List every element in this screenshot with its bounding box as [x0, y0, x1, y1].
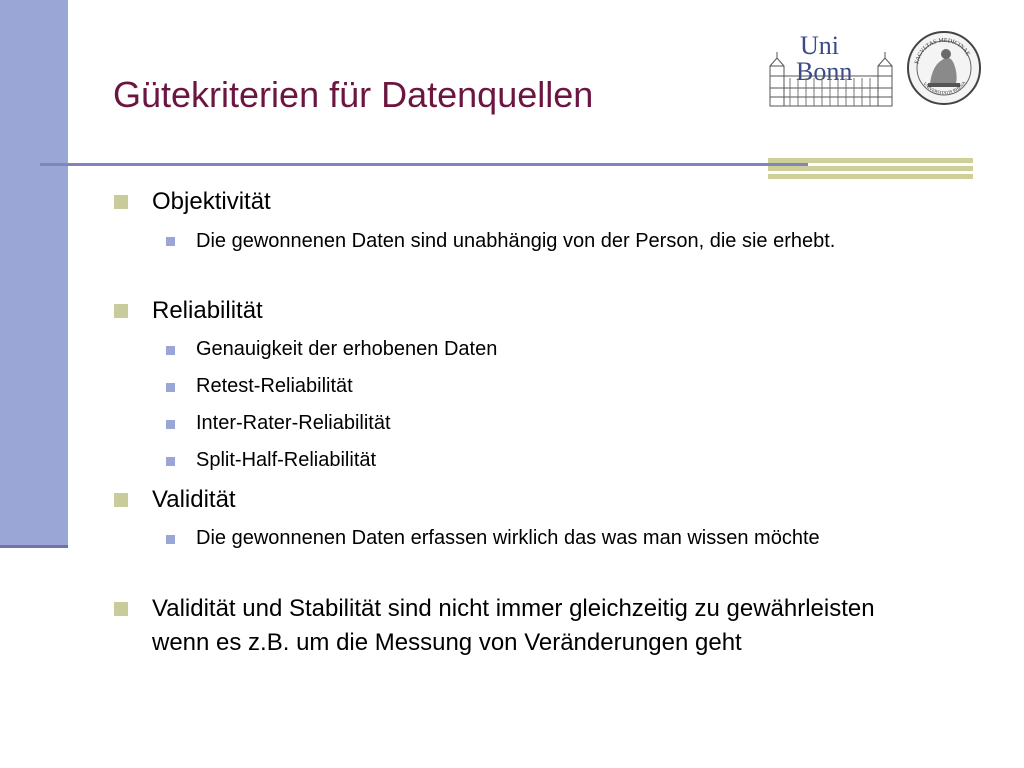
olive-bullet-icon	[114, 195, 128, 209]
bullet-validitaet-stabilitaet: Validität und Stabilität sind nicht immer gleichzeitig zu gewährleisten wenn es z.B. um die Messung von Veränderungen geht	[152, 595, 875, 656]
sub-bullet: Die gewonnenen Daten sind unabhängig von der Person, die sie erhebt.	[196, 230, 836, 252]
slide-title: Gütekriterien für Datenquellen	[113, 74, 594, 115]
olive-bullet-icon	[114, 304, 128, 318]
blue-bullet-icon	[166, 383, 175, 392]
olive-bullet-icon	[114, 602, 128, 616]
bullet-objektivitaet: Objektivität	[152, 188, 271, 215]
olive-bullet-icon	[114, 493, 128, 507]
bullet-reliabilitaet: Reliabilität	[152, 297, 263, 324]
sub-bullet: Die gewonnenen Daten erfassen wirklich das was man wissen möchte	[196, 527, 820, 549]
blue-bullet-icon	[166, 420, 175, 429]
blue-bullet-icon	[166, 237, 175, 246]
blue-bullet-icon	[166, 535, 175, 544]
blue-bullet-icon	[166, 346, 175, 355]
blue-bullet-icon	[166, 457, 175, 466]
seal-text-top: FACVLTAS MEDICINAE	[914, 37, 971, 65]
bullet-validitaet: Validität	[152, 486, 236, 513]
logo-text-bonn: Bonn	[796, 57, 853, 86]
sub-bullet: Retest-Reliabilität	[196, 375, 353, 397]
seal-text-bottom: VNIVERSITATIS RHENA	[922, 80, 967, 96]
sub-bullet: Genauigkeit der erhobenen Daten	[196, 338, 498, 360]
sub-bullet: Split-Half-Reliabilität	[196, 449, 377, 471]
logo-text-uni: Uni	[800, 31, 839, 60]
sub-bullet: Inter-Rater-Reliabilität	[196, 412, 391, 434]
